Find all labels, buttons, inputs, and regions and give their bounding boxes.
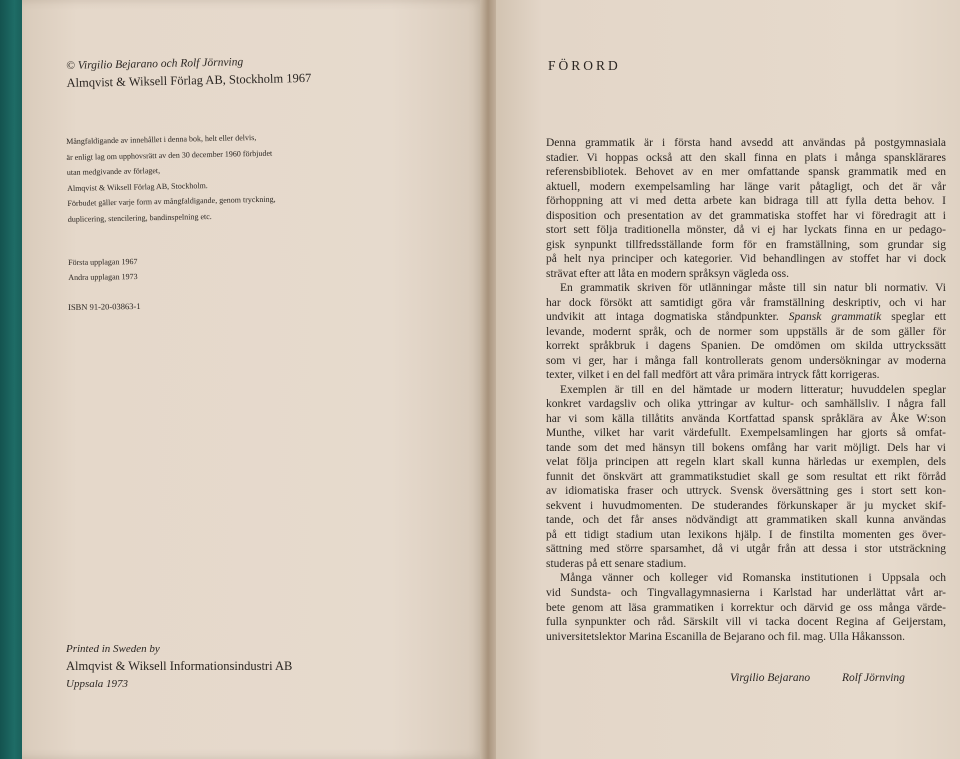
text-line xyxy=(546,180,946,195)
printer-name: Almqvist & Wiksell Informationsindustri AB xyxy=(66,659,293,673)
text-line-content: texter, vilket i en del fall medfört att våra primära intryck fått korrigeras. xyxy=(546,369,880,382)
page-title: FÖRORD xyxy=(548,58,621,73)
text-line-continuation: speglar ett xyxy=(891,311,946,324)
text-line xyxy=(546,586,946,601)
text-line xyxy=(546,339,946,354)
author-signature-1: Virgilio Bejarano xyxy=(730,672,811,684)
text-line-content: stadier. Vi hoppas också att den skall finna en plats i många spansklärares xyxy=(546,151,946,164)
text-line xyxy=(546,368,946,383)
text-line xyxy=(546,296,946,311)
text-line-content: levande, modernt språk, och de normer som uppställs är de som gäller för xyxy=(546,325,946,338)
text-line-content: Denna grammatik är i första hand avsedd att användas på postgymnasiala xyxy=(546,137,946,149)
rights-notice xyxy=(66,128,348,227)
text-line xyxy=(546,601,946,616)
text-line xyxy=(546,557,946,572)
text-line-content: aktuell, modern exempelsamling har länge varit påtagligt, och det är vår xyxy=(546,180,946,193)
text-line-content: sekvent i huvudmomenten. De studerandes förkunskaper är ju mycket skif- xyxy=(546,499,946,512)
text-line xyxy=(546,615,946,630)
rights-line: duplicering, stencilering, bandinspelning etc. xyxy=(67,211,212,224)
text-line-content: Många vänner och kolleger vid Romanska institutionen i Uppsala och xyxy=(560,572,946,585)
text-line xyxy=(546,571,946,586)
text-line-content: tande, och det får anses nödvändigt att grammatiken skall kunna användas xyxy=(546,514,946,527)
printer-place: Uppsala 1973 xyxy=(66,678,129,690)
text-line-content: konkret vardagsliv och olika yttringar av kultur- och samhällsliv. I några fall xyxy=(546,398,946,411)
text-line-content: på helt nya principer och kategorier. Vid behandlingen av stoffet har vi dock xyxy=(546,253,946,266)
text-line xyxy=(546,151,946,166)
foreword-text xyxy=(546,136,946,644)
rights-line: Mångfaldigande av innehållet i denna bok, helt eller delvis, xyxy=(66,133,257,146)
printed-in-line: Printed in Sweden by xyxy=(66,643,160,655)
text-line-content: bete genom att läsa grammatiken i korrektur och därvid ge oss många värde- xyxy=(546,601,946,614)
text-line-content: Munthe, vilket har varit värdefullt. Exempelsamlingen har gjorts så omfat- xyxy=(546,427,946,440)
text-line xyxy=(546,426,946,441)
text-line-content: sättning med större sparsamhet, då vi utgår från att dessa i stor utsträckning xyxy=(546,543,946,556)
text-line-content: som vi ger, har i många fall kontrollerats genom undersökningar av moderna xyxy=(546,354,946,367)
publisher-line: Almqvist & Wiksell Förlag AB, Stockholm 1967 xyxy=(66,70,312,90)
text-line-content: gisk synpunkt tillfredsställande form för en framställning, som grundar sig xyxy=(546,238,946,251)
text-line-content: funnit det önskvärt att grammatikstudiet skall ge som resultat ett rikt förråd xyxy=(546,470,946,483)
text-line xyxy=(546,252,946,267)
text-line-content: strävat efter att låta en modern språksyn vägleda oss. xyxy=(546,267,790,280)
text-line xyxy=(546,267,946,282)
author-signature-2: Rolf Jörnving xyxy=(842,672,905,684)
rights-line: är enligt lag om upphovsrätt av den 30 december 1960 förbjudet xyxy=(66,148,273,162)
text-line xyxy=(546,281,946,296)
text-line-content: på ett tidigt stadium utan lexikons hjälp. I de finstilta momenten ges över- xyxy=(546,528,946,541)
text-line xyxy=(546,165,946,180)
text-line xyxy=(546,194,946,209)
text-line xyxy=(546,528,946,543)
text-line-content: korrekt språkbruk i dagens Spanien. De omdömen om skilda uttryckssätt xyxy=(546,340,946,353)
copyright-line: © Virgilio Bejarano och Rolf Jörnving xyxy=(66,56,244,72)
edition-line: Första upplagan 1967 xyxy=(68,257,138,267)
rights-line: Förbudet gäller varje form av mångfaldigande, genom tryckning, xyxy=(67,194,276,208)
text-line xyxy=(546,209,946,224)
text-line-content: har vi som källa tillåtits använda Kortfattad spansk språklära av Åke W:son xyxy=(546,412,946,425)
text-line-content: referensbibliotek. Behovet av en mer omfattande spansk grammatik med en xyxy=(546,166,946,179)
text-line xyxy=(546,412,946,427)
text-line xyxy=(546,223,946,238)
book-title-emphasis: Spansk grammatik xyxy=(788,311,882,324)
isbn-number: ISBN 91-20-03863-1 xyxy=(68,300,141,312)
text-line-content: förhoppning att vi med detta arbete kan bidraga till att fylla detta behov. I xyxy=(546,195,946,208)
text-line xyxy=(546,455,946,470)
text-line xyxy=(546,441,946,456)
edition-history xyxy=(68,254,138,285)
text-line xyxy=(546,325,946,340)
text-line xyxy=(546,310,946,325)
text-line-content: velat följa principen att regeln klart skall kunna härledas ur exemplen, dels xyxy=(546,456,946,469)
text-line-content: tande som det med hänsyn till bokens omfång har varit möjligt. Dels har vi xyxy=(546,441,946,454)
text-line-content: har dock försökt att samtidigt göra vår framställning deskriptiv, och vi har xyxy=(546,296,946,309)
text-line xyxy=(546,397,946,412)
text-line xyxy=(546,484,946,499)
text-line-content: stort sett följa traditionella mönster, då vi ej har lyckats finna en ur pedago- xyxy=(546,224,946,237)
rights-line: utan medgivande av förlaget, xyxy=(66,166,161,177)
text-line xyxy=(546,470,946,485)
rights-line: Almqvist & Wiksell Förlag AB, Stockholm. xyxy=(67,180,208,193)
text-line xyxy=(546,238,946,253)
text-line-content: universitetslektor Marina Escanilla de Bejarano och fil. mag. Ulla Håkansson. xyxy=(546,630,905,643)
text-line-content: Exemplen är till en del hämtade ur modern litteratur; huvuddelen speglar xyxy=(560,383,946,396)
text-line-content: fulla synpunkter och råd. Särskilt vill vi tacka docent Regina af Geijerstam, xyxy=(546,616,946,629)
text-line xyxy=(546,630,946,645)
text-line xyxy=(546,136,946,151)
text-line-content: av idiomatiska fraser och uttryck. Svensk översättning ges i stort sett kon- xyxy=(546,485,946,498)
text-line-content: studeras på ett senare stadium. xyxy=(546,557,687,570)
text-line-content: undvikit att intaga dogmatiska ståndpunkter. xyxy=(546,311,779,324)
text-line-content: vid Sundsta- och Tingvallagymnasierna i Karlstad har underlättat vårt ar- xyxy=(546,586,946,599)
copyright-block xyxy=(66,53,311,92)
text-line xyxy=(546,513,946,528)
text-line-content: disposition och presentation av det grammatiska stoffet har vi föredragit att i xyxy=(546,209,946,222)
edition-line: Andra upplagan 1973 xyxy=(68,272,138,282)
text-line-content: En grammatik skriven för utlänningar måste till sin natur bli normativ. Vi xyxy=(560,282,946,295)
text-line xyxy=(546,354,946,369)
text-line xyxy=(546,383,946,398)
printer-imprint xyxy=(66,641,292,692)
text-line xyxy=(546,542,946,557)
text-line xyxy=(546,499,946,514)
